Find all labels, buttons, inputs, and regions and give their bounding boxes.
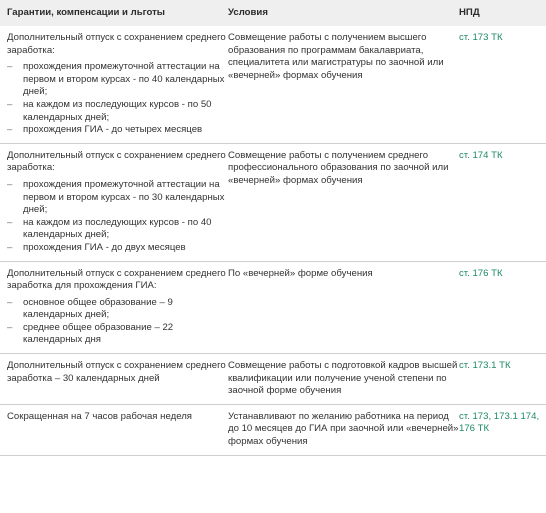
npd-cell [459, 262, 546, 354]
npd-cell [459, 26, 546, 143]
header-conditions: Условия [228, 6, 268, 18]
list-item: – на каждом из последующих курсов - по 40 календарных дней; [7, 217, 228, 242]
benefit-cell [0, 26, 228, 143]
benefit-cell [0, 262, 228, 354]
benefit-cell [0, 405, 228, 455]
table-row [0, 354, 546, 405]
npd-link[interactable]: ст. 174 ТК [459, 149, 503, 161]
table-header [0, 0, 546, 26]
header-npd: НПД [459, 6, 480, 18]
benefit-cell [0, 144, 228, 261]
benefit-text: Дополнительный отпуск с сохранением среднего заработка: [7, 149, 226, 174]
benefit-list [7, 179, 228, 255]
header-benefits: Гарантии, компенсации и льготы [7, 6, 165, 18]
list-item: – прохождения ГИА - до четырех месяцев [7, 124, 228, 137]
benefit-text: Сокращенная на 7 часов рабочая неделя [7, 410, 192, 422]
list-item: – на каждом из последующих курсов - по 50 календарных дней; [7, 99, 228, 124]
table-row [0, 262, 546, 355]
benefit-text: Дополнительный отпуск с сохранением среднего заработка для прохождения ГИА: [7, 267, 226, 292]
npd-link[interactable]: ст. 173.1 ТК [459, 360, 511, 372]
npd-cell [459, 405, 546, 455]
benefit-list [7, 61, 228, 137]
benefit-text: Дополнительный отпуск с сохранением среднего заработка – 30 календарных дней [7, 360, 226, 384]
table-row [0, 405, 546, 456]
list-item: – прохождения промежуточной аттестации на первом и втором курсах - по 40 календарных дней; [7, 61, 228, 99]
list-item: – прохождения промежуточной аттестации на первом и втором курсах - по 30 календарных дней; [7, 179, 228, 217]
npd-cell [459, 144, 546, 261]
conditions-cell: Совмещение работы с получением высшего образования по программам бакалавриата, специалитета или магистратуры по заочной или «вечерней» формах обучения [228, 32, 444, 81]
list-item: – среднее общее образование – 22 календарных дня [7, 322, 228, 347]
npd-link[interactable]: ст. 173 ТК [459, 32, 503, 43]
list-item: – прохождения ГИА - до двух месяцев [7, 242, 228, 255]
table-row [0, 26, 546, 144]
conditions-cell: Совмещение работы с подготовкой кадров высшей квалификации или получение ученой степени по заочной форме обучения [228, 360, 458, 397]
conditions-cell: Устанавливают по желанию работника на период до 10 месяцев до ГИА при заочной или «вечерней» формах обучения [228, 410, 459, 448]
npd-link[interactable]: ст. 173, 173.1 174, 176 ТК [459, 410, 540, 435]
benefit-cell [0, 354, 228, 404]
benefit-text: Дополнительный отпуск с сохранением среднего заработка: [7, 32, 226, 56]
benefit-list [7, 297, 228, 347]
list-item: – основное общее образование – 9 календарных дней; [7, 297, 228, 322]
table-row [0, 144, 546, 262]
npd-link[interactable]: ст. 176 ТК [459, 267, 503, 279]
conditions-cell: Совмещение работы с получением среднего профессионального образования по заочной или «вечерней» формах обучения [228, 149, 449, 186]
conditions-cell: По «вечерней» форме обучения [228, 267, 373, 279]
npd-cell [459, 354, 546, 404]
